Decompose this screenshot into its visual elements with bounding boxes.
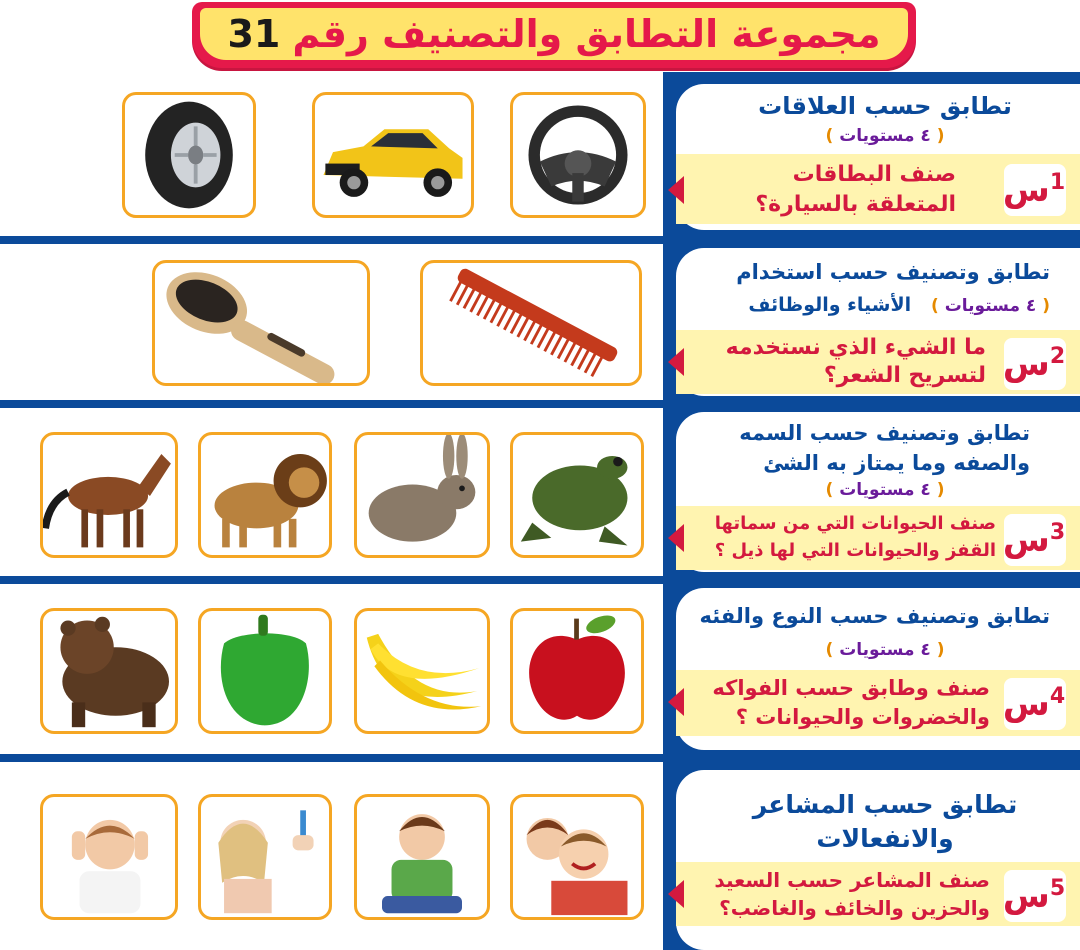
row-separator	[0, 754, 670, 762]
question-badge-5: س 5	[1004, 870, 1066, 922]
angry-boy-image	[40, 794, 178, 920]
steering-wheel-icon	[513, 95, 643, 215]
title-banner	[192, 2, 916, 68]
section-3-title: تطابق وتصنيف حسب السمه والصفه وما يمتاز به الشئ	[739, 421, 1030, 475]
green-pepper-icon	[201, 611, 329, 731]
chevron-left-icon	[668, 880, 684, 908]
scared-girl-image	[198, 794, 332, 920]
row-separator	[0, 236, 670, 244]
hair-brush-icon	[155, 263, 367, 383]
rabbit-image	[354, 432, 490, 558]
lion-icon	[201, 435, 329, 555]
section-1-title: تطابق حسب العلاقات	[758, 92, 1012, 120]
section-2-title: تطابق وتصنيف حسب استخدام	[736, 260, 1050, 284]
bear-icon	[43, 611, 175, 731]
section-4-title: تطابق وتصنيف حسب النوع والفئه	[699, 604, 1050, 628]
banana-icon	[357, 611, 487, 731]
comb-icon	[423, 263, 639, 383]
chevron-left-icon	[668, 348, 684, 376]
frog-icon	[513, 435, 641, 555]
car-image	[312, 92, 474, 218]
sad-boy-image	[354, 794, 490, 920]
tire-image	[122, 92, 256, 218]
section-1-question: صنف البطاقات المتعلقة بالسيارة؟	[755, 162, 956, 217]
chevron-left-icon	[668, 524, 684, 552]
horse-icon	[43, 435, 175, 555]
section-5-question: صنف المشاعر حسب السعيد والحزين والخائف والغاضب؟	[714, 868, 990, 920]
apple-image	[510, 608, 644, 734]
tire-icon	[125, 95, 253, 215]
banana-image	[354, 608, 490, 734]
bear-image	[40, 608, 178, 734]
angry-boy-icon	[43, 797, 175, 917]
question-badge-3: س 3	[1004, 514, 1066, 566]
chevron-left-icon	[668, 688, 684, 716]
happy-kids-icon	[513, 797, 641, 917]
comb-image	[420, 260, 642, 386]
question-badge-1: س 1	[1004, 164, 1066, 216]
title-inner	[200, 8, 908, 60]
section-4-question: صنف وطابق حسب الفواكه والخضروات والحيوانات ؟	[712, 676, 990, 729]
sad-boy-icon	[357, 797, 487, 917]
question-badge-4: س 4	[1004, 678, 1066, 730]
section-2-title-line2: ( ٤ مستويات ) الأشياء والوظائف	[748, 294, 1050, 316]
section-4-levels: ( ٤ مستويات )	[825, 640, 945, 660]
section-2-question: ما الشيء الذي نستخدمه لتسريح الشعر؟	[725, 335, 986, 388]
apple-icon	[513, 611, 641, 731]
lion-image	[198, 432, 332, 558]
steering-wheel-image	[510, 92, 646, 218]
horse-image	[40, 432, 178, 558]
happy-kids-image	[510, 794, 644, 920]
page-title: مجموعة التطابق والتصنيف رقم	[292, 12, 881, 56]
scared-girl-icon	[201, 797, 329, 917]
section-5-title: تطابق حسب المشاعر والانفعالات	[752, 790, 1018, 853]
set-number: 31	[227, 12, 281, 56]
question-badge-2: س 2	[1004, 338, 1066, 390]
row-separator	[0, 576, 670, 584]
section-3-levels: ( ٤ مستويات )	[825, 480, 945, 500]
car-icon	[315, 95, 471, 215]
section-3-question: صنف الحيوانات التي من سماتها القفز والحيوانات التي لها ذيل ؟	[714, 513, 996, 561]
chevron-left-icon	[668, 176, 684, 204]
row-separator	[0, 400, 670, 408]
green-pepper-image	[198, 608, 332, 734]
section-1-levels: ( ٤ مستويات )	[825, 126, 945, 146]
hair-brush-image	[152, 260, 370, 386]
frog-image	[510, 432, 644, 558]
rabbit-icon	[357, 435, 487, 555]
